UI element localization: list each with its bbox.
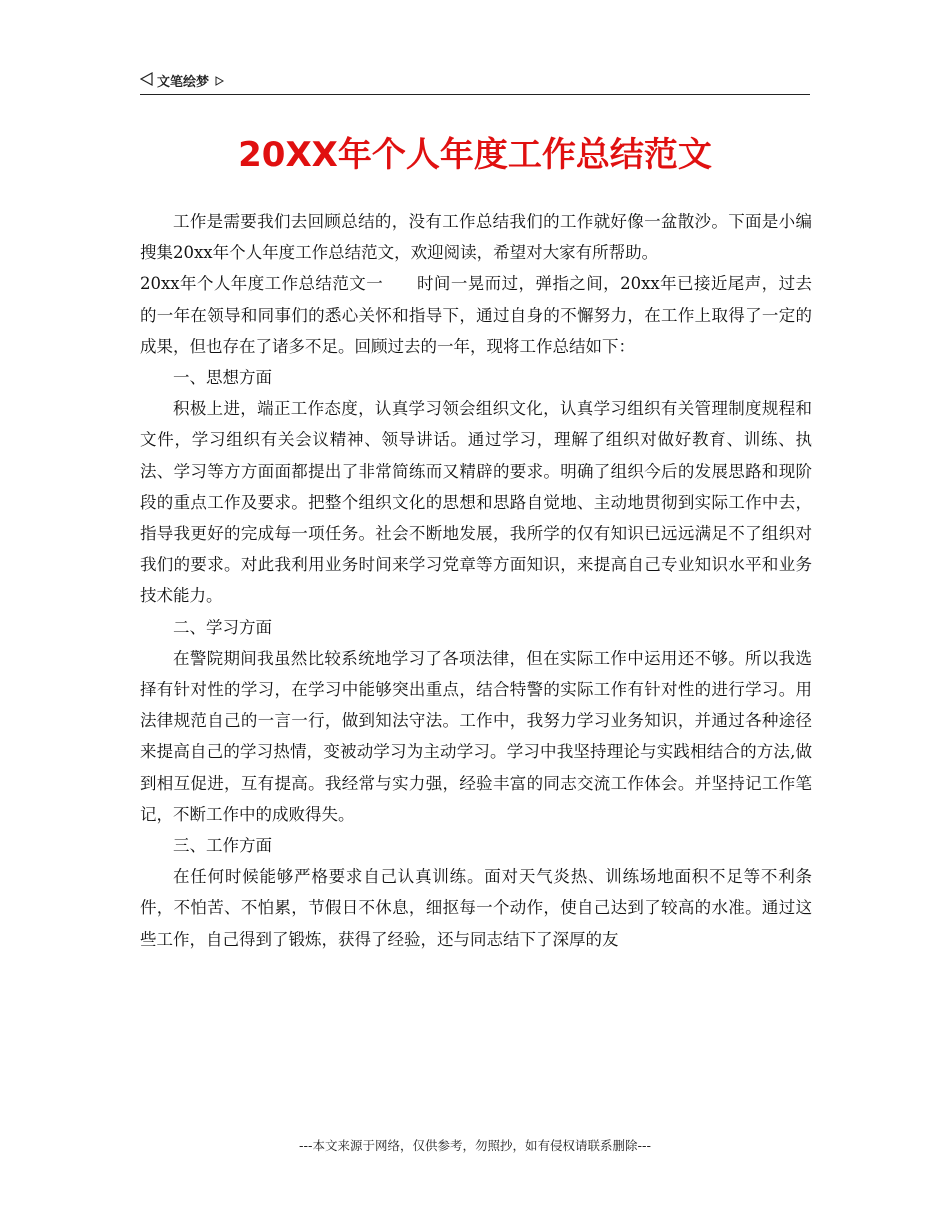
paragraph-2: 积极上进，端正工作态度，认真学习领会组织文化，认真学习组织有关管理制度规程和文件，学习组织有关会议精神、领导讲话。通过学习，理解了组织对做好教育、训练、执法、学习等方方面面都提出了非常简练而又精辟的要求。明确了组织今后的发展思路和现阶段的重点工作及要求。把整个组织文化的思想和思路自觉地、主动地贯彻到实际工作中去，指导我更好的完成每一项任务。社会不断地发展，我所学的仅有知识已远远满足不了组织对我们的要求。对此我利用业务时间来学习党章等方面知识，来提高自己专业知识水平和业务技术能力。 <box>140 399 812 606</box>
triangle-left-icon <box>140 72 154 94</box>
paragraph-3: 在警院期间我虽然比较系统地学习了各项法律，但在实际工作中运用还不够。所以我选择有针对性的学习，在学习中能够突出重点，结合特警的实际工作有针对性的进行学习。用法律规范自己的一言一行，做到知法守法。工作中，我努力学习业务知识，并通过各种途径来提高自己的学习热情，变被动学习为主动学习。学习中我坚持理论与实践相结合的方法,做到相互促进，互有提高。我经常与实力强，经验丰富的同志交流工作体会。并坚持记工作笔记，不断工作中的成败得失。 <box>140 648 812 824</box>
page-header <box>140 72 810 95</box>
document-title: 20XX年个人年度工作总结范文 <box>238 135 712 175</box>
section-heading-3: 三、工作方面 <box>173 836 272 856</box>
header-brand: 文笔绘梦 <box>157 75 210 90</box>
triangle-right-icon <box>215 72 224 94</box>
document-body <box>140 206 812 955</box>
section-heading-2: 二、学习方面 <box>173 617 272 637</box>
section-heading-1: 一、思想方面 <box>173 368 272 388</box>
paragraph-4: 在任何时候能够严格要求自己认真训练。面对天气炎热、训练场地面积不足等不利条件，不怕苦、不怕累，节假日不休息，细抠每一个动作，使自己达到了较高的水准。通过这些工作，自己得到了锻炼，获得了经验，还与同志结下了深厚的友 <box>140 867 812 949</box>
intro-paragraph: 工作是需要我们去回顾总结的，没有工作总结我们的工作就好像一盆散沙。下面是小编搜集20xx年个人年度工作总结范文，欢迎阅读，希望对大家有所帮助。 <box>140 212 812 263</box>
paragraph-1: 20xx年个人年度工作总结范文一 时间一晃而过，弹指之间，20xx年已接近尾声，过去的一年在领导和同事们的悉心关怀和指导下，通过自身的不懈努力，在工作上取得了一定的成果，但也存在了诸多不足。回顾过去的一年，现将工作总结如下： <box>140 274 812 356</box>
page-footer: ---本文来源于网络，仅供参考，勿照抄，如有侵权请联系删除--- <box>298 1138 652 1153</box>
